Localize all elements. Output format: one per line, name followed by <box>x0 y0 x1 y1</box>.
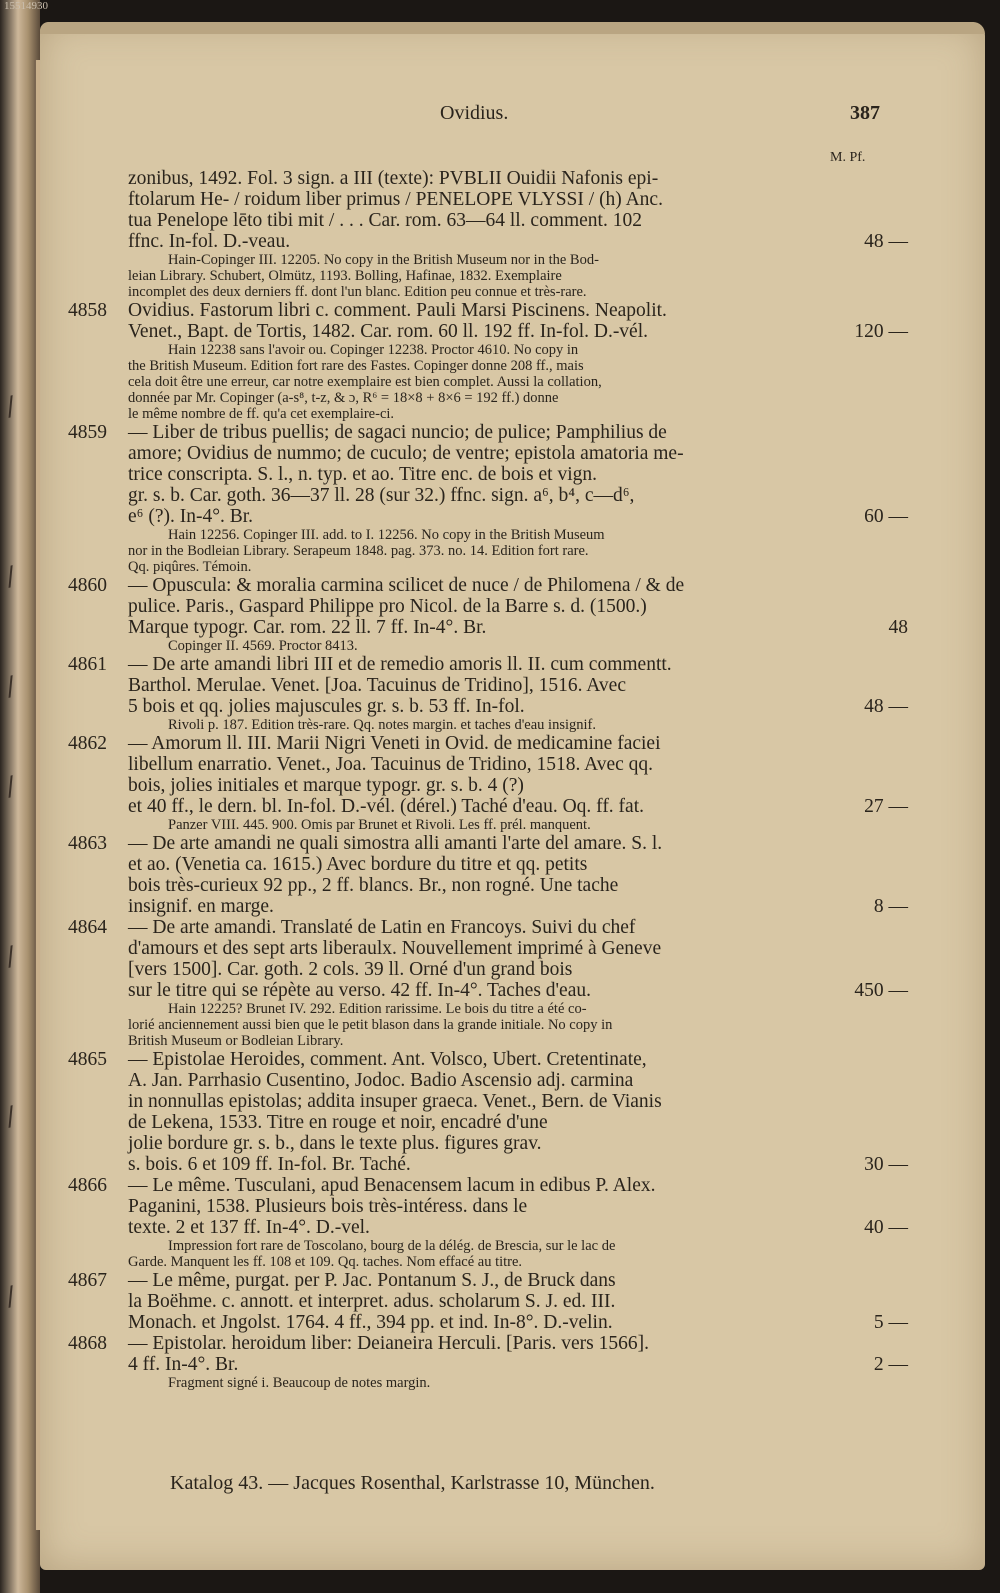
entry-line: ftolarum He- / roidum liber primus / PENELOPE VLYSSI / (h) Anc. <box>128 189 663 210</box>
entry-number: 4864 <box>68 917 107 938</box>
entry-note: cela doit être une erreur, car notre exemplaire est bien complet. Aussi la collation, <box>128 374 602 390</box>
entry-line: trice conscripta. S. l., n. typ. et ao. Titre enc. de bois et vign. <box>128 464 597 485</box>
entry-line: — Liber de tribus puellis; de sagaci nuncio; de pulice; Pamphilius de <box>128 422 667 443</box>
entry-line: — De arte amandi ne quali simostra alli amanti l'arte del amare. S. l. <box>128 833 663 854</box>
entry-note: donnée par Mr. Copinger (a-s⁸, t-z, & ɔ, R⁶ = 18×8 + 8×6 = 192 ff.) donne <box>128 390 559 406</box>
catalog-entry <box>68 300 908 422</box>
entry-note: Hain-Copinger III. 12205. No copy in the British Museum nor in the Bod- <box>168 252 599 268</box>
entry-number: 4863 <box>68 833 107 854</box>
page-header <box>40 102 985 132</box>
entry-line: e⁶ (?). In-4°. Br. <box>128 506 254 527</box>
entry-price: 40 — <box>864 1217 908 1238</box>
entry-line: amore; Ovidius de nummo; de cuculo; de ventre; epistola amatoria me- <box>128 443 684 464</box>
entry-number: 4867 <box>68 1270 107 1291</box>
entry-price: 8 — <box>873 896 908 917</box>
entry-price: 48 — <box>864 231 908 252</box>
pencil-mark: / <box>3 1101 18 1133</box>
entry-note: Panzer VIII. 445. 900. Omis par Brunet et Rivoli. Les ff. prél. manquent. <box>168 817 591 833</box>
entry-line: — De arte amandi. Translaté de Latin en Francoys. Suivi du chef <box>128 917 636 938</box>
page-top-strip <box>40 22 985 34</box>
page-footer: Katalog 43. — Jacques Rosenthal, Karlstrasse 10, München. <box>170 1472 655 1494</box>
entry-line: — Epistolae Heroides, comment. Ant. Volsco, Ubert. Cretentinate, <box>128 1049 647 1070</box>
pencil-mark: / <box>3 561 18 593</box>
entry-price: 48 <box>888 617 908 638</box>
page-number: 387 <box>850 102 880 124</box>
entry-note: le même nombre de ff. qu'a cet exemplaire-ci. <box>128 406 395 422</box>
catalog-entry <box>68 1175 908 1270</box>
catalog-entry <box>68 654 908 733</box>
entry-number: 4858 <box>68 300 107 321</box>
margin-pencil-marks <box>0 300 36 1400</box>
entry-note: lorié anciennement aussi bien que le petit blason dans la grande initiale. No copy in <box>128 1017 613 1033</box>
entry-line: bois, jolies initiales et marque typogr. gr. s. b. 4 (?) <box>128 775 524 796</box>
entry-number: 4859 <box>68 422 107 443</box>
entry-line: Venet., Bapt. de Tortis, 1482. Car. rom. 60 ll. 192 ff. In-fol. D.-vél. <box>128 321 649 342</box>
catalog-entry <box>68 1270 908 1333</box>
entry-note: Hain 12225? Brunet IV. 292. Edition rarissime. Le bois du titre a été co- <box>168 1001 587 1017</box>
entry-line: — De arte amandi libri III et de remedio amoris ll. II. cum commentt. <box>128 654 672 675</box>
entry-price: 450 — <box>854 980 908 1001</box>
entry-line: et ao. (Venetia ca. 1615.) Avec bordure du titre et qq. petits <box>128 854 588 875</box>
entry-note: the British Museum. Edition fort rare des Fastes. Copinger donne 208 ff., mais <box>128 358 584 374</box>
entry-line: 5 bois et qq. jolies majuscules gr. s. b. 53 ff. In-fol. <box>128 696 525 717</box>
entry-line: zonibus, 1492. Fol. 3 sign. a III (texte): PVBLII Ouidii Nafonis epi- <box>128 168 659 189</box>
entry-price: 120 — <box>854 321 908 342</box>
entry-note: Hain 12256. Copinger III. add. to I. 12256. No copy in the British Museum <box>168 527 605 543</box>
entry-price: 48 — <box>864 696 908 717</box>
entry-line: ffnc. In-fol. D.-veau. <box>128 231 291 252</box>
entry-number: 4861 <box>68 654 107 675</box>
entry-line: gr. s. b. Car. goth. 36—37 ll. 28 (sur 32.) ffnc. sign. a⁶, b⁴, c—d⁶, <box>128 485 635 506</box>
pencil-mark: / <box>3 771 18 803</box>
pencil-mark: / <box>3 671 18 703</box>
price-column-heading: M. Pf. <box>830 150 866 165</box>
entry-line: la Boëhme. c. annott. et interpret. adus. scholarum S. J. ed. III. <box>128 1291 616 1312</box>
entry-note: leian Library. Schubert, Olmütz, 1193. Bolling, Hafinae, 1832. Exemplaire <box>128 268 562 284</box>
catalog-page <box>40 22 985 1570</box>
catalog-entry <box>68 833 908 917</box>
entry-price: 5 — <box>873 1312 908 1333</box>
entry-number: 4862 <box>68 733 107 754</box>
entry-price: 27 — <box>864 796 908 817</box>
entry-line: jolie bordure gr. s. b., dans le texte plus. figures grav. <box>128 1133 542 1154</box>
pencil-mark: / <box>3 1281 18 1313</box>
entry-line: insignif. en marge. <box>128 896 274 917</box>
entry-line: — Amorum ll. III. Marii Nigri Veneti in Ovid. de medicamine faciei <box>128 733 661 754</box>
entry-note: British Museum or Bodleian Library. <box>128 1033 344 1049</box>
entry-line: Marque typogr. Car. rom. 22 ll. 7 ff. In-4°. Br. <box>128 617 487 638</box>
catalog-entry <box>68 1049 908 1175</box>
running-title: Ovidius. <box>440 102 509 124</box>
pencil-mark: / <box>3 941 18 973</box>
catalog-entries <box>68 168 908 1391</box>
entry-note: Qq. piqûres. Témoin. <box>128 559 252 575</box>
catalog-entry <box>68 1333 908 1391</box>
entry-note: Hain 12238 sans l'avoir ou. Copinger 12238. Proctor 4610. No copy in <box>168 342 579 358</box>
entry-line: sur le titre qui se répète au verso. 42 ff. In-4°. Taches d'eau. <box>128 980 591 1001</box>
entry-line: Ovidius. Fastorum libri c. comment. Pauli Marsi Piscinens. Neapolit. <box>128 300 667 321</box>
entry-line: — Le même, purgat. per P. Jac. Pontanum S. J., de Bruck dans <box>128 1270 616 1291</box>
entry-price: 2 — <box>873 1354 908 1375</box>
entry-line: A. Jan. Parrhasio Cusentino, Jodoc. Badio Ascensio adj. carmina <box>128 1070 634 1091</box>
entry-line: tua Penelope lēto tibi mit / . . . Car. rom. 63—64 ll. comment. 102 <box>128 210 642 231</box>
corner-stamp: 15514930 <box>4 0 48 12</box>
catalog-entry <box>68 733 908 833</box>
entry-number: 4860 <box>68 575 107 596</box>
entry-note: Copinger II. 4569. Proctor 8413. <box>168 638 358 654</box>
entry-price: 60 — <box>864 506 908 527</box>
entry-number: 4868 <box>68 1333 107 1354</box>
entry-note: Fragment signé i. Beaucoup de notes margin. <box>168 1375 431 1391</box>
entry-note: Garde. Manquent les ff. 108 et 109. Qq. taches. Nom effacé au titre. <box>128 1254 523 1270</box>
entry-line: texte. 2 et 137 ff. In-4°. D.-vel. <box>128 1217 370 1238</box>
entry-line: d'amours et des sept arts liberaulx. Nouvellement imprimé à Geneve <box>128 938 662 959</box>
entry-line: et 40 ff., le dern. bl. In-fol. D.-vél. (dérel.) Taché d'eau. Oq. ff. fat. <box>128 796 644 817</box>
entry-line: pulice. Paris., Gaspard Philippe pro Nicol. de la Barre s. d. (1500.) <box>128 596 647 617</box>
entry-line: libellum enarratio. Venet., Joa. Tacuinus de Tridino, 1518. Avec qq. <box>128 754 654 775</box>
entry-line: — Opuscula: & moralia carmina scilicet de nuce / de Philomena / & de <box>128 575 685 596</box>
entry-line: in nonnullas epistolas; addita insuper graeca. Venet., Bern. de Vianis <box>128 1091 662 1112</box>
entry-line: s. bois. 6 et 109 ff. In-fol. Br. Taché. <box>128 1154 411 1175</box>
entry-note: incomplet des deux derniers ff. dont l'un blanc. Edition peu connue et très-rare. <box>128 284 587 300</box>
entry-price: 30 — <box>864 1154 908 1175</box>
catalog-entry <box>68 422 908 575</box>
entry-line: Barthol. Merulae. Venet. [Joa. Tacuinus de Tridino], 1516. Avec <box>128 675 626 696</box>
entry-line: de Lekena, 1533. Titre en rouge et noir, encadré d'une <box>128 1112 548 1133</box>
entry-line: — Epistolar. heroidum liber: Deianeira Herculi. [Paris. vers 1566]. <box>128 1333 649 1354</box>
catalog-entry <box>68 575 908 654</box>
entry-number: 4865 <box>68 1049 107 1070</box>
entry-line: 4 ff. In-4°. Br. <box>128 1354 239 1375</box>
entry-line: — Le même. Tusculani, apud Benacensem lacum in edibus P. Alex. <box>128 1175 656 1196</box>
entry-line: Monach. et Jngolst. 1764. 4 ff., 394 pp. et ind. In-8°. D.-velin. <box>128 1312 613 1333</box>
catalog-entry <box>68 917 908 1049</box>
entry-number: 4866 <box>68 1175 107 1196</box>
entry-note: Impression fort rare de Toscolano, bourg de la délég. de Brescia, sur le lac de <box>168 1238 616 1254</box>
pencil-mark: / <box>3 391 18 423</box>
entry-line: [vers 1500]. Car. goth. 2 cols. 39 ll. Orné d'un grand bois <box>128 959 573 980</box>
catalog-entry <box>68 168 908 300</box>
entry-note: Rivoli p. 187. Edition très-rare. Qq. notes margin. et taches d'eau insignif. <box>168 717 596 733</box>
entry-note: nor in the Bodleian Library. Serapeum 1848. pag. 373. no. 14. Edition fort rare. <box>128 543 589 559</box>
entry-line: bois très-curieux 92 pp., 2 ff. blancs. Br., non rogné. Une tache <box>128 875 619 896</box>
entry-line: Paganini, 1538. Plusieurs bois très-intéress. dans le <box>128 1196 528 1217</box>
